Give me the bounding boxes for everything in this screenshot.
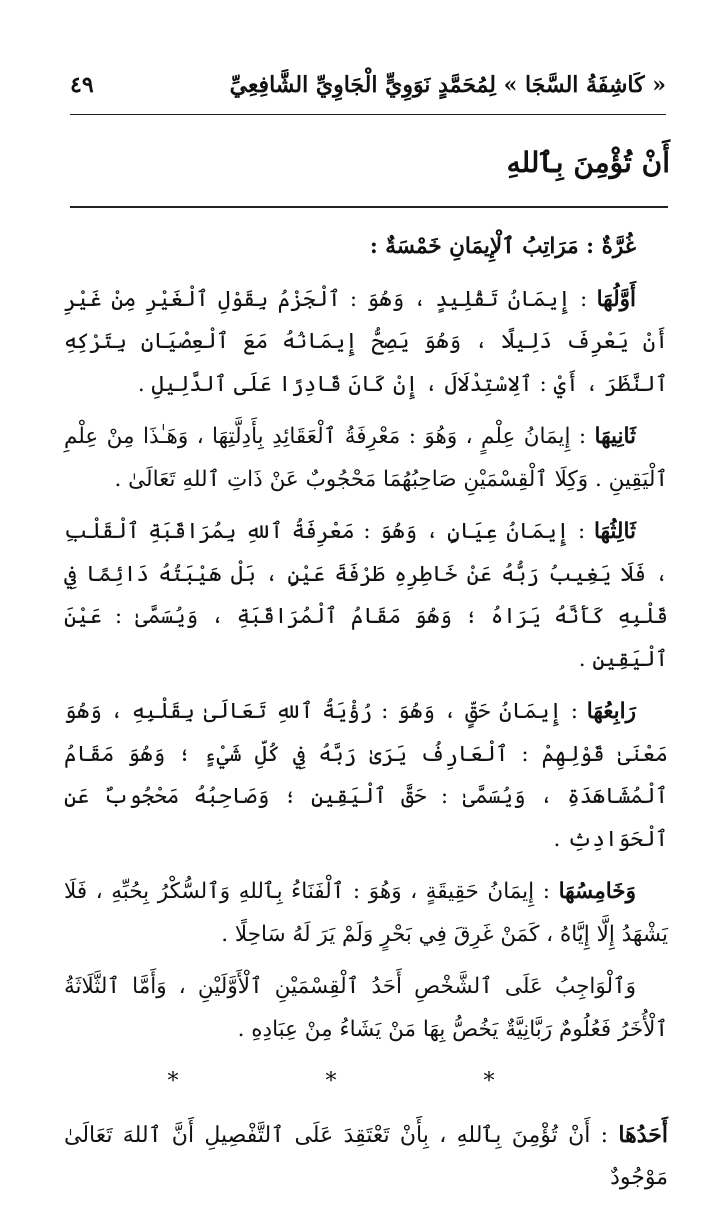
closing-label: أَحَدُهَا: [618, 1121, 668, 1148]
paragraph-obligation: [64, 966, 668, 1051]
paragraph-second-rank: [64, 416, 668, 501]
section-title: أَنْ تُؤْمِنَ بِٱللهِ: [506, 146, 670, 179]
heading-paragraph: [64, 226, 668, 269]
paragraph-text: : إِيمَانُ حَقِيقَةٍ ، وَهُوَ : ٱلْفَنَاءُ بِٱللهِ وَٱلسُّكْرُ بِحُبِّهِ ، فَلَا يَشْهَدُ إِلَّا إِيَّاهُ ، كَمَنْ غَرِقَ فِي بَحْرٍ وَلَمْ يَرَ لَهُ سَاحِلًا .: [64, 879, 668, 947]
paragraph-text: وَٱلْوَاجِبُ عَلَى ٱلشَّخْصِ أَحَدُ ٱلْقِسْمَيْنِ ٱلْأَوَّلَيْنِ ، وَأَمَّا ٱلثَّلَاثَةُ ٱلْأُخَرُ فَعُلُومٌ رَبَّانِيَّةٌ يَخُصُّ بِهَا مَنْ يَشَاءُ مِنْ عِبَادِهِ .: [64, 974, 668, 1042]
page-number: ٤٩: [70, 72, 94, 98]
section-ornament: * * *: [167, 1069, 565, 1094]
paragraph-text: : إِيمَانُ عِيَانٍ ، وَهُوَ : مَعْرِفَةُ ٱللهِ بِمُرَاقَبَةِ ٱلْقَلْبِ ، فَلَا يَغِيبُ رَبُّهُ عَنْ خَاطِرِهِ طَرْفَةَ عَيْنٍ ، بَلْ هَيْبَتُهُ دَائِمًا فِي قَلْبِهِ كَأَنَّهُ يَرَاهُ ؛ وَهُوَ مَقَامُ ٱلْمُرَاقَبَةِ ، وَيُسَمَّىٰ : عَيْنَ ٱلْيَقِينِ .: [64, 519, 668, 672]
heading-text: : مَرَاتِبُ ٱلْإِيمَانِ خَمْسَةٌ :: [369, 234, 595, 259]
paragraph-label: وَخَامِسُهَا: [558, 879, 636, 904]
paragraph-fifth-rank: [64, 871, 668, 956]
section-rule: [70, 206, 668, 208]
paragraph-third-rank: [64, 511, 668, 681]
body-text: [64, 226, 668, 1210]
running-title: « كَاشِفَةُ السَّجَا » لِمُحَمَّدٍ نَوَوِيٍّ الْجَاوِيِّ الشَّافِعِيِّ: [229, 72, 666, 98]
paragraph-text: : إِيمَانُ عِلْمٍ ، وَهُوَ : مَعْرِفَةُ ٱلْعَقَائِدِ بِأَدِلَّتِهَا ، وَهَـٰذَا مِنْ عِلْمِ ٱلْيَقِينِ . وَكِلَا ٱلْقِسْمَيْنِ صَاحِبُهُمَا مَحْجُوبٌ عَنْ ذَاتِ ٱللهِ تَعَالَىٰ .: [64, 424, 668, 492]
paragraph-text: : إِيمَانُ حَقٍّ ، وَهُوَ : رُؤْيَةُ ٱللهِ تَعَالَىٰ بِقَلْبِهِ ، وَهُوَ مَعْنَىٰ قَوْلِهِمْ : ٱلْعَارِفُ يَرَىٰ رَبَّهُ فِي كُلِّ شَيْءٍ ؛ وَهُوَ مَقَامُ ٱلْمُشَاهَدَةِ ، وَيُسَمَّىٰ : حَقَّ ٱلْيَقِينِ ؛ وَصَاحِبُهُ مَحْجُوبٌ عَنِ ٱلْحَوَادِثِ .: [64, 699, 668, 852]
paragraph-first-rank: [64, 279, 668, 407]
closing-text: : أَنْ تُؤْمِنَ بِٱللهِ ، بِأَنْ تَعْتَقِدَ عَلَى ٱلتَّفْصِيلِ أَنَّ ٱللهَ تَعَالَىٰ مَوْجُودٌ: [64, 1122, 668, 1190]
paragraph-label: ثَانِيهَا: [594, 424, 636, 449]
closing-paragraph: [64, 1114, 668, 1200]
paragraph-label: رَابِعُهَا: [586, 699, 636, 724]
paragraph-label: ثَالِثُهَا: [593, 519, 636, 544]
paragraph-fourth-rank: [64, 691, 668, 861]
header-rule: [70, 114, 666, 115]
heading-label: غُرَّةٌ: [601, 234, 636, 259]
paragraph-text: : إِيمَانُ تَقْلِيدٍ ، وَهُوَ : ٱلْجَزْمُ بِقَوْلِ ٱلْغَيْرِ مِنْ غَيْرِ أَنْ يَعْرِفَ دَلِيلًا ، وَهُوَ يَصِحُّ إِيمَانُهُ مَعَ ٱلْعِصْيَانِ بِتَرْكِهِ ٱلنَّظَرَ ، أَيْ : ٱلِاسْتِدْلَالَ ، إِنْ كَانَ قَادِرًا عَلَى ٱلدَّلِيلِ .: [64, 286, 668, 397]
paragraph-label: أَوَّلُهَا: [596, 286, 636, 312]
page-header: [70, 72, 666, 112]
